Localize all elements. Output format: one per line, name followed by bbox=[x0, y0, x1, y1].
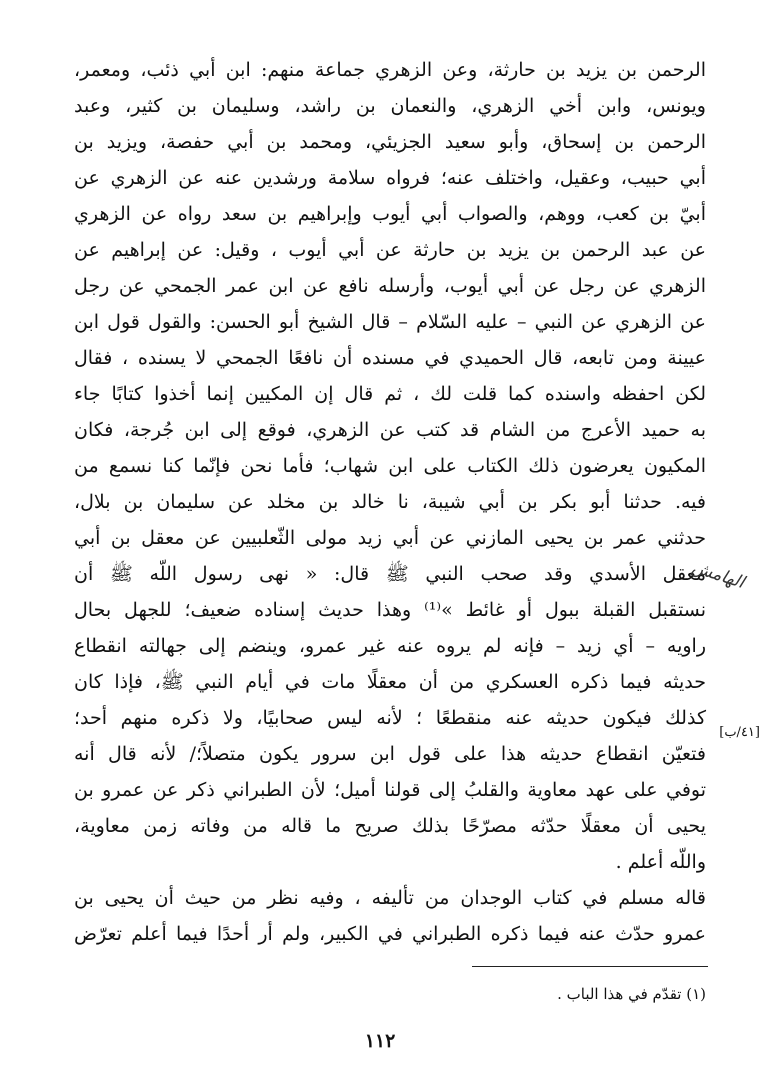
page-number: ١١٢ bbox=[364, 1030, 396, 1052]
body-line: أبيّ بن كعب، ووهم، والصواب أبي أيوب وإبراهيم بن سعد رواه عن الزهري bbox=[74, 203, 706, 225]
body-line: فيه. حدثنا أبو بكر بن أبي شيبة، نا خالد بن مخلد عن سليمان بن بلال، bbox=[74, 491, 706, 513]
body-line: أبي حبيب، وعقيل، واختلف عنه؛ فرواه سلامة ورشدين عنه عن الزهري عن bbox=[74, 167, 706, 189]
body-line: عن عبد الرحمن بن يزيد بن حارثة عن أبي أيوب ، وقيل: عن إبراهيم عن bbox=[74, 239, 706, 261]
body-line: به حميد الأعرج من الشام قد كتب عن الزهري، فوقع إلى ابن جُرجة، فكان bbox=[74, 419, 706, 441]
body-line: ويونس، وابن أخي الزهري، والنعمان بن راشد، وسليمان بن كثير، وعبد bbox=[74, 95, 706, 117]
folio-marker: [٤١/ب] bbox=[719, 725, 760, 740]
body-line: المكيون يعرضون ذلك الكتاب على ابن شهاب؛ فأما نحن فإنّما كنا نسمع من bbox=[74, 455, 706, 477]
second-paragraph bbox=[74, 880, 706, 952]
footnote: (١) تقدّم في هذا الباب . bbox=[557, 985, 706, 1003]
body-line: توفي على عهد معاوية والقلبُ إلى قولنا أميل؛ لأن الطبراني ذكر عن عمرو بن bbox=[74, 779, 706, 801]
body-line: لكن احفظه واسنده كما قلت لك ، ثم قال إن المكيين إنما أخذوا كتابًا جاء bbox=[74, 383, 706, 405]
body-line: فتعيّن انقطاع حديثه هذا على قول ابن سرور يكون متصلاً؛/ لأنه قال أنه bbox=[74, 743, 706, 765]
body-line: قاله مسلم في كتاب الوجدان من تأليفه ، وفيه نظر من حيث أن يحيى بن bbox=[74, 887, 706, 909]
body-line: معقل الأسدي وقد صحب النبي ﷺ قال: « نهى رسول اللّه ﷺ أن bbox=[74, 563, 706, 585]
footnote-separator bbox=[472, 966, 708, 967]
body-line: عيينة ومن تابعه، قال الحميدي في مسنده أن نافعًا الجمحي لا يسنده ، فقال bbox=[74, 347, 706, 369]
body-line: الزهري عن رجل عن أبي أيوب، وأرسله نافع عن ابن عمر الجمحي عن رجل bbox=[74, 275, 706, 297]
main-text-block bbox=[74, 52, 706, 880]
body-line: واللّه أعلم . bbox=[615, 851, 706, 873]
body-line: كذلك فيكون حديثه عنه منقطعًا ؛ لأنه ليس صحابيًا، ولا ذكره منهم أحد؛ bbox=[74, 707, 706, 729]
margin-note: الهامش bbox=[689, 557, 747, 593]
body-line: حدثني عمر بن يحيى المازني عن أبي زيد مولى الثّعلبيين عن معقل بن أبي bbox=[74, 527, 706, 549]
body-line: عن الزهري عن النبي – عليه السّلام – قال الشيخ أبو الحسن: والقول قول ابن bbox=[74, 311, 706, 333]
body-line: عمرو حدّث عنه فيما ذكره الطبراني في الكبير، ولم أر أحدًا فيما أعلم تعرّض bbox=[74, 923, 706, 945]
body-line: نستقبل القبلة ببول أو غائط »⁽¹⁾ وهذا حديث إسناده ضعيف؛ للجهل بحال bbox=[74, 599, 707, 621]
body-line: يحيى أن معقلًا حدّثه مصرّحًا بذلك صريح ما قاله من وفاته زمن معاوية، bbox=[74, 815, 706, 837]
body-line: الرحمن بن يزيد بن حارثة، وعن الزهري جماعة منهم: ابن أبي ذئب، ومعمر، bbox=[74, 59, 706, 81]
body-line: الرحمن بن إسحاق، وأبو سعيد الجزيئي، ومحمد بن أبي حفصة، ويزيد بن bbox=[74, 131, 706, 153]
body-line: راويه – أي زيد – فإنه لم يروه عنه غير عمرو، وينضم إلى جهالته انقطاع bbox=[74, 635, 706, 657]
body-line: حديثه فيما ذكره العسكري من أن معقلًا مات في أيام النبي ﷺ، فإذا كان bbox=[74, 671, 706, 693]
